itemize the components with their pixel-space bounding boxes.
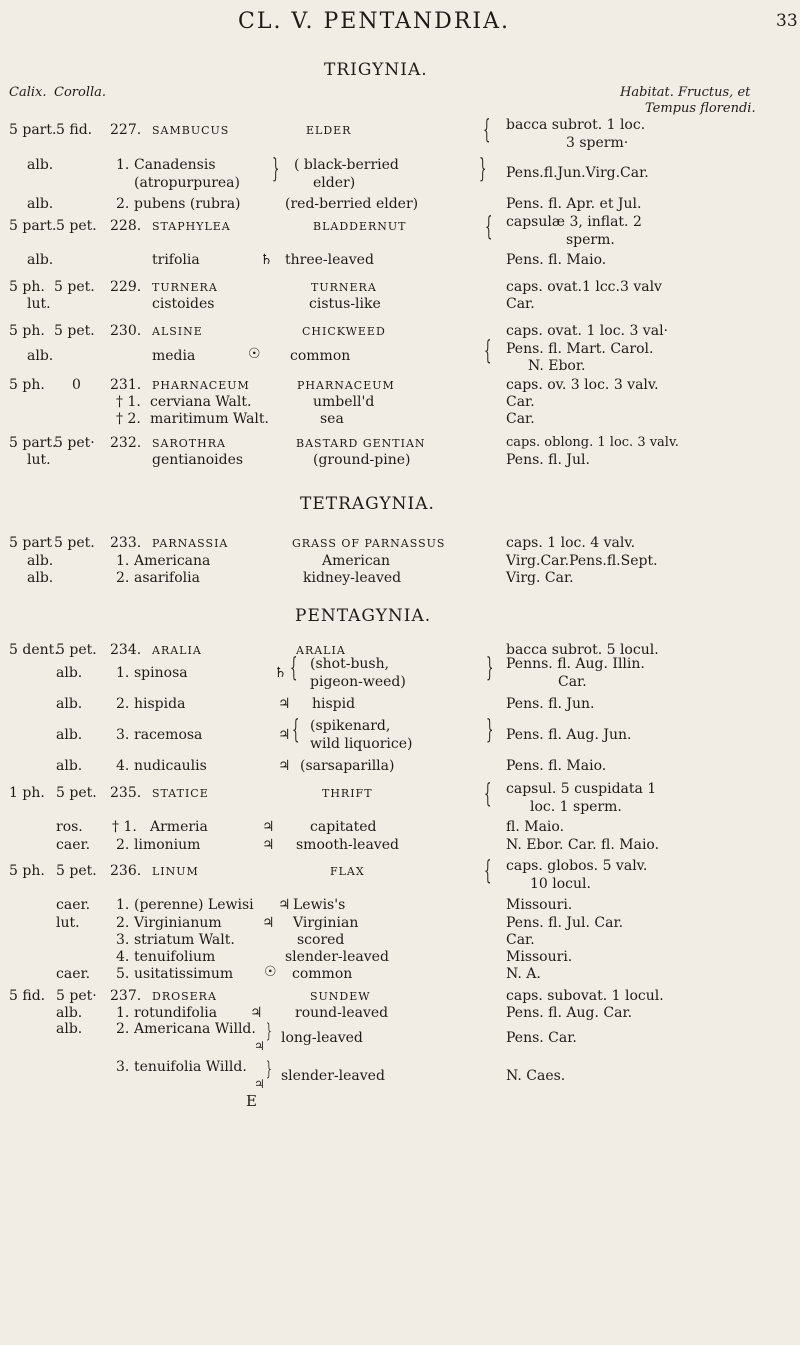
common-name: capitated xyxy=(310,819,377,835)
habitat-cell: Car. xyxy=(506,394,535,410)
genus-number: 229. xyxy=(110,279,142,295)
right-brace: } xyxy=(266,1018,272,1042)
perennial-symbol: ♃ xyxy=(262,819,275,835)
common-name: (shot-bush, xyxy=(310,656,390,672)
color-cell: alb. xyxy=(27,553,54,569)
habitat-cell: Pens. fl. Maio. xyxy=(506,758,607,774)
species-number: 1. xyxy=(116,1005,130,1021)
species-number: 4. xyxy=(116,758,130,774)
common-name: ( black-berried xyxy=(294,157,399,173)
habitat-cell: sperm. xyxy=(566,232,615,248)
habitat-cell: N. Ebor. Car. fl. Maio. xyxy=(506,837,660,853)
genus-common-name: THRIFT xyxy=(322,787,373,800)
corolla-cell: 5 pet. xyxy=(54,535,95,551)
common-name: common xyxy=(292,966,353,982)
species-name: rotundifolia xyxy=(134,1005,218,1021)
genus-number: 228. xyxy=(110,218,142,234)
species-number: 3. xyxy=(116,932,130,948)
habitat-cell: Car. xyxy=(558,674,587,690)
common-name: slender-leaved xyxy=(285,949,389,965)
habitat-cell: Penns. fl. Aug. Illin. xyxy=(506,656,645,672)
species-number: 3. xyxy=(116,727,130,743)
calix-cell: 5 ph. xyxy=(9,863,45,879)
genus-name: PHARNACEUM xyxy=(152,379,250,392)
genus-common-name: BLADDERNUT xyxy=(313,220,407,233)
color-cell: ros. xyxy=(56,819,83,835)
annual-symbol: ☉ xyxy=(248,346,261,362)
shrub-symbol: ♄ xyxy=(260,252,273,268)
color-cell: alb. xyxy=(56,696,83,712)
running-title: CL. V. PENTANDRIA. xyxy=(238,9,510,34)
genus-common-name: SUNDEW xyxy=(310,990,371,1003)
habitat-cell: 3 sperm· xyxy=(566,135,629,151)
habitat-cell: 10 locul. xyxy=(530,876,591,892)
corolla-cell: 5 pet. xyxy=(56,642,97,658)
species-number: 2. xyxy=(116,696,130,712)
common-name: wild liquorice) xyxy=(310,736,413,752)
habitat-cell: Missouri. xyxy=(506,897,573,913)
species-name: racemosa xyxy=(134,727,203,743)
corolla-cell: 5 pet. xyxy=(54,279,95,295)
species-number: 3. xyxy=(116,1059,130,1075)
corolla-cell: 5 pet. xyxy=(56,863,97,879)
genus-common-name: CHICKWEED xyxy=(302,325,386,338)
habitat-cell: Missouri. xyxy=(506,949,573,965)
habitat-cell: Car. xyxy=(506,932,535,948)
genus-name: LINUM xyxy=(152,865,199,878)
species-name: hispida xyxy=(134,696,186,712)
perennial-symbol: ♃ xyxy=(278,727,291,743)
species-name: Americana Willd. xyxy=(134,1021,256,1037)
habitat-cell: caps. ov. 3 loc. 3 valv. xyxy=(506,377,659,393)
habitat-cell: Pens.fl.Jun.Virg.Car. xyxy=(506,165,649,181)
color-cell: alb. xyxy=(56,727,83,743)
calix-cell: 5 ph. xyxy=(9,279,45,295)
common-name: elder) xyxy=(313,175,356,191)
common-name: hispid xyxy=(312,696,356,712)
genus-number: 235. xyxy=(110,785,142,801)
common-name: round-leaved xyxy=(295,1005,389,1021)
species-name: limonium xyxy=(134,837,201,853)
common-name: cistus-like xyxy=(309,296,381,312)
habitat-cell: caps. globos. 5 valv. xyxy=(506,858,648,874)
species-name: trifolia xyxy=(152,252,200,268)
shrub-symbol: ♄ xyxy=(274,665,287,681)
genus-name: SAMBUCUS xyxy=(152,124,230,137)
calix-cell: 5 ph. xyxy=(9,377,45,393)
color-cell: alb. xyxy=(56,1021,83,1037)
signature-mark: E xyxy=(246,1092,257,1110)
species-number: 2. xyxy=(116,837,130,853)
genus-name: STATICE xyxy=(152,787,209,800)
common-name: smooth-leaved xyxy=(296,837,399,853)
perennial-symbol: ♃ xyxy=(254,1077,265,1091)
corolla-cell: 5 pet· xyxy=(56,988,97,1004)
perennial-symbol: ♃ xyxy=(278,897,291,913)
common-name: common xyxy=(290,348,351,364)
genus-number: 230. xyxy=(110,323,142,339)
calix-cell: 5 part. xyxy=(9,218,57,234)
habitat-cell: bacca subrot. 5 locul. xyxy=(506,642,659,658)
common-name: sea xyxy=(320,411,344,427)
genus-name: PARNASSIA xyxy=(152,537,229,550)
right-brace: { xyxy=(483,115,491,145)
habitat-cell: Pens. fl. Aug. Jun. xyxy=(506,727,632,743)
habitat-cell: Virg.Car.Pens.fl.Sept. xyxy=(506,553,658,569)
column-head-habitat: Habitat. Fructus, et xyxy=(620,85,751,100)
right-brace: { xyxy=(484,779,492,809)
species-number: 2. xyxy=(116,570,130,586)
common-name: (red-berried elder) xyxy=(285,196,419,212)
habitat-cell: Pens. fl. Jun. xyxy=(506,696,595,712)
common-name: Virginian xyxy=(293,915,359,931)
common-name: scored xyxy=(297,932,345,948)
right-brace: { xyxy=(484,336,492,366)
genus-common-name: FLAX xyxy=(330,865,365,878)
color-cell: alb. xyxy=(56,1005,83,1021)
calix-cell: 5 part xyxy=(9,535,52,551)
genus-name: ARALIA xyxy=(152,644,202,657)
habitat-cell: bacca subrot. 1 loc. xyxy=(506,117,646,133)
species-name: Americana xyxy=(134,553,211,569)
color-cell: alb. xyxy=(56,758,83,774)
common-name: (sarsaparilla) xyxy=(300,758,395,774)
species-name: spinosa xyxy=(134,665,188,681)
corolla-cell: 5 pet. xyxy=(56,785,97,801)
habitat-cell: Pens. fl. Aug. Car. xyxy=(506,1005,633,1021)
genus-name: ALSINE xyxy=(152,325,203,338)
habitat-cell: caps. subovat. 1 locul. xyxy=(506,988,664,1004)
right-brace: } xyxy=(266,1056,272,1080)
color-cell: alb. xyxy=(27,157,54,173)
left-brace: { xyxy=(290,653,298,683)
genus-name: STAPHYLEA xyxy=(152,220,231,233)
section-tetragynia: TETRAGYNIA. xyxy=(300,494,435,514)
habitat-cell: N. Ebor. xyxy=(528,358,586,374)
species-number: 1. xyxy=(116,897,130,913)
species-number: 1. xyxy=(116,157,130,173)
habitat-cell: Pens. fl. Jul. xyxy=(506,452,590,468)
color-cell: lut. xyxy=(56,915,80,931)
genus-number: 236. xyxy=(110,863,142,879)
right-brace: } xyxy=(479,154,487,184)
genus-common-name: ARALIA xyxy=(296,644,346,657)
corolla-cell: 5 fid. xyxy=(56,122,93,138)
genus-common-name: ELDER xyxy=(306,124,352,137)
perennial-symbol: ♃ xyxy=(254,1039,265,1053)
annual-symbol: ☉ xyxy=(264,964,277,980)
corolla-cell: 0 xyxy=(72,377,81,393)
genus-number: 227. xyxy=(110,122,142,138)
calix-cell: 5 ph. xyxy=(9,323,45,339)
genus-number: 231. xyxy=(110,377,142,393)
genus-number: 233. xyxy=(110,535,142,551)
species-name: Virginianum xyxy=(134,915,222,931)
left-brace: { xyxy=(292,715,300,745)
corolla-cell: 5 pet. xyxy=(54,323,95,339)
habitat-cell: caps. ovat.1 lcc.3 valv xyxy=(506,279,662,295)
habitat-cell: Pens. fl. Jul. Car. xyxy=(506,915,624,931)
genus-name: TURNERA xyxy=(152,281,218,294)
species-name: maritimum Walt. xyxy=(150,411,269,427)
species-name: cerviana Walt. xyxy=(150,394,252,410)
common-name: slender-leaved xyxy=(281,1068,385,1084)
common-name: long-leaved xyxy=(281,1030,363,1046)
species-name: usitatissimum xyxy=(134,966,234,982)
common-name: umbell'd xyxy=(313,394,375,410)
common-name: pigeon-weed) xyxy=(310,674,406,690)
genus-name: DROSERA xyxy=(152,990,217,1003)
perennial-symbol: ♃ xyxy=(262,915,275,931)
habitat-cell: Car. xyxy=(506,411,535,427)
corolla-cell: 5 pet. xyxy=(56,218,97,234)
color-cell: lut. xyxy=(27,452,51,468)
species-name: media xyxy=(152,348,196,364)
perennial-symbol: ♃ xyxy=(262,837,275,853)
habitat-cell: Pens. Car. xyxy=(506,1030,577,1046)
habitat-cell: capsul. 5 cuspidata 1 xyxy=(506,781,657,797)
species-number: † 2. xyxy=(116,411,141,427)
species-name: (perenne) Lewisi xyxy=(134,897,254,913)
right-brace: } xyxy=(272,154,280,184)
species-name: gentianoides xyxy=(152,452,244,468)
common-name: kidney-leaved xyxy=(303,570,402,586)
perennial-symbol: ♃ xyxy=(278,758,291,774)
habitat-cell: caps. ovat. 1 loc. 3 val· xyxy=(506,323,668,339)
species-number: 2. xyxy=(116,1021,130,1037)
column-head-corolla: Corolla. xyxy=(54,85,107,100)
color-cell: alb. xyxy=(27,570,54,586)
habitat-cell: fl. Maio. xyxy=(506,819,565,835)
species-name: striatum Walt. xyxy=(134,932,235,948)
habitat-cell: N. A. xyxy=(506,966,541,982)
species-number: † 1. xyxy=(112,819,137,835)
genus-common-name: TURNERA xyxy=(311,281,377,294)
color-cell: caer. xyxy=(56,897,91,913)
habitat-cell: Pens. fl. Apr. et Jul. xyxy=(506,196,642,212)
species-number: 4. xyxy=(116,949,130,965)
genus-common-name: PHARNACEUM xyxy=(297,379,395,392)
common-name: (ground-pine) xyxy=(313,452,411,468)
habitat-cell: caps. 1 loc. 4 valv. xyxy=(506,535,636,551)
color-cell: caer. xyxy=(56,837,91,853)
species-name: pubens (rubra) xyxy=(134,196,241,212)
page-number: 33 xyxy=(776,11,798,31)
section-pentagynia: PENTAGYNIA. xyxy=(295,606,432,626)
genus-number: 232. xyxy=(110,435,142,451)
right-brace: } xyxy=(486,715,494,745)
species-name: (atropurpurea) xyxy=(134,175,240,191)
column-head-calix: Calix. xyxy=(9,85,47,100)
habitat-cell: N. Caes. xyxy=(506,1068,566,1084)
common-name: American xyxy=(322,553,391,569)
species-name: tenuifolium xyxy=(134,949,216,965)
perennial-symbol: ♃ xyxy=(250,1005,263,1021)
species-name: tenuifolia Willd. xyxy=(134,1059,247,1075)
habitat-cell: Pens. fl. Maio. xyxy=(506,252,607,268)
genus-common-name: GRASS OF PARNASSUS xyxy=(292,537,446,550)
calix-cell: 1 ph. xyxy=(9,785,45,801)
color-cell: alb. xyxy=(27,348,54,364)
calix-cell: 5 part. xyxy=(9,122,57,138)
color-cell: caer. xyxy=(56,966,91,982)
calix-cell: 5 fid. xyxy=(9,988,46,1004)
calix-cell: 5 part. xyxy=(9,435,57,451)
genus-common-name: BASTARD GENTIAN xyxy=(296,437,426,450)
species-number: 5. xyxy=(116,966,130,982)
color-cell: alb. xyxy=(56,665,83,681)
habitat-cell: Virg. Car. xyxy=(506,570,574,586)
color-cell: alb. xyxy=(27,196,54,212)
genus-number: 237. xyxy=(110,988,142,1004)
species-number: 1. xyxy=(116,665,130,681)
species-number: † 1. xyxy=(116,394,141,410)
species-name: Canadensis xyxy=(134,157,216,173)
calix-cell: 5 dent. xyxy=(9,642,59,658)
species-name: Armeria xyxy=(150,819,208,835)
habitat-cell: Pens. fl. Mart. Carol. xyxy=(506,341,654,357)
habitat-cell: Car. xyxy=(506,296,535,312)
habitat-cell: capsulæ 3, inflat. 2 xyxy=(506,214,642,230)
species-number: 1. xyxy=(116,553,130,569)
common-name: three-leaved xyxy=(285,252,374,268)
right-brace: { xyxy=(484,856,492,886)
genus-name: SAROTHRA xyxy=(152,437,226,450)
species-name: asarifolia xyxy=(134,570,200,586)
right-brace: { xyxy=(485,212,493,242)
section-trigynia: TRIGYNIA. xyxy=(324,60,428,80)
right-brace: } xyxy=(486,653,494,683)
column-head-tempus: Tempus florendi. xyxy=(645,101,756,116)
corolla-cell: 5 pet· xyxy=(54,435,95,451)
species-number: 2. xyxy=(116,196,130,212)
color-cell: lut. xyxy=(27,296,51,312)
common-name: (spikenard, xyxy=(310,718,391,734)
color-cell: alb. xyxy=(27,252,54,268)
genus-number: 234. xyxy=(110,642,142,658)
species-number: 2. xyxy=(116,915,130,931)
habitat-cell: caps. oblong. 1 loc. 3 valv. xyxy=(506,435,679,450)
habitat-cell: loc. 1 sperm. xyxy=(530,799,622,815)
species-name: nudicaulis xyxy=(134,758,207,774)
common-name: Lewis's xyxy=(293,897,346,913)
species-name: cistoides xyxy=(152,296,215,312)
perennial-symbol: ♃ xyxy=(278,696,291,712)
